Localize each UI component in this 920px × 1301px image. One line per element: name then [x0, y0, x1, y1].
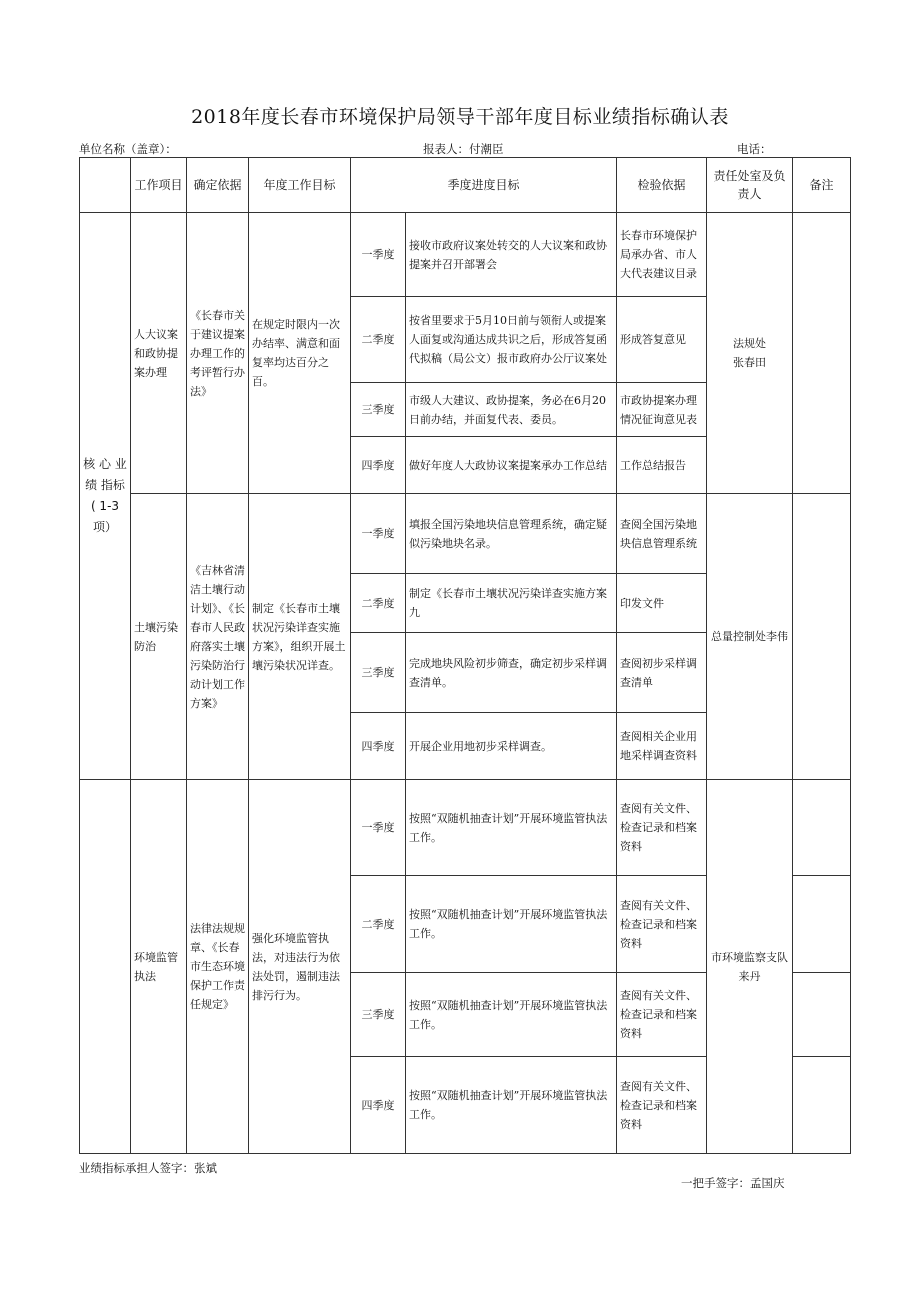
- quarter-goal: 做好年度人大政协议案提案承办工作总结: [406, 437, 617, 494]
- owner: 总量控制处李伟: [707, 494, 793, 780]
- table-row: [80, 780, 851, 876]
- check-basis: 查阅初步采样调查清单: [617, 633, 707, 713]
- target-table: [79, 157, 851, 1154]
- quarter-goal: 市级人大建议、政协提案，务必在6月20日前办结，并面复代表、委员。: [406, 383, 617, 437]
- header-owner: 责任处室及负责人: [707, 158, 793, 213]
- quarter-label: 四季度: [351, 713, 406, 780]
- basis: 《吉林省清洁土壤行动计划》、《长春市人民政府落实土壤污染防治行动计划工作方案》: [187, 494, 249, 780]
- check-basis: 查阅有关文件、检查记录和档案资料: [617, 1057, 707, 1154]
- basis: 法律法规规章、《长春市生态环境保护工作责任规定》: [187, 780, 249, 1154]
- header-remark: 备注: [793, 158, 851, 213]
- category-cell: 核 心 业 绩 指标( 1-3 项）: [80, 213, 131, 780]
- work-item: 土壤污染防治: [131, 494, 187, 780]
- remark: [793, 494, 851, 780]
- table-row: [80, 494, 851, 574]
- remark: [793, 780, 851, 876]
- category-cell-empty: [80, 780, 131, 1154]
- phone-label: 电话：: [737, 142, 772, 156]
- unit-name-label: 单位名称（盖章）：: [79, 142, 177, 156]
- quarter-label: 二季度: [351, 876, 406, 973]
- table-row: [80, 213, 851, 297]
- header-check: 检验依据: [617, 158, 707, 213]
- check-basis: 查阅有关文件、检查记录和档案资料: [617, 876, 707, 973]
- quarter-label: 三季度: [351, 633, 406, 713]
- check-basis: 查阅有关文件、检查记录和档案资料: [617, 780, 707, 876]
- header-basis: 确定依据: [187, 158, 249, 213]
- header-row: [80, 158, 851, 213]
- remark: [793, 1057, 851, 1154]
- work-item: 人大议案和政协提案办理: [131, 213, 187, 494]
- remark: [793, 213, 851, 494]
- quarter-goal: 制定《长春市土壤状况污染详查实施方案九: [406, 574, 617, 633]
- annual-goal: 强化环境监管执法，对违法行为依法处罚，遏制违法排污行为。: [249, 780, 351, 1154]
- quarter-label: 一季度: [351, 780, 406, 876]
- annual-goal: 制定《长春市土壤状况污染详查实施方案》，组织开展土壤污染状况详查。: [249, 494, 351, 780]
- check-basis: 印发文件: [617, 574, 707, 633]
- check-basis: 查阅全国污染地块信息管理系统: [617, 494, 707, 574]
- owner: 法规处 张春田: [707, 213, 793, 494]
- quarter-label: 二季度: [351, 297, 406, 383]
- leader-signature: 一把手签字：孟国庆: [681, 1176, 785, 1190]
- check-basis: 市政协提案办理情况征询意见表: [617, 383, 707, 437]
- quarter-label: 三季度: [351, 383, 406, 437]
- quarter-goal: 按省里要求于5月10日前与领衔人或提案人面复或沟通达成共识之后，形成答复函代拟稿（局公文）报市政府办公厅议案处: [406, 297, 617, 383]
- work-item: 环境监管执法: [131, 780, 187, 1154]
- quarter-label: 三季度: [351, 973, 406, 1057]
- check-basis: 长春市环境保护局承办省、市人大代表建议目录: [617, 213, 707, 297]
- remark: [793, 876, 851, 973]
- quarter-goal: 按照“双随机抽查计划”开展环境监管执法工作。: [406, 780, 617, 876]
- quarter-label: 一季度: [351, 213, 406, 297]
- quarter-goal: 开展企业用地初步采样调查。: [406, 713, 617, 780]
- check-basis: 形成答复意见: [617, 297, 707, 383]
- reporter-label: 报表人：付潮臣: [423, 142, 504, 156]
- check-basis: 查阅相关企业用地采样调查资料: [617, 713, 707, 780]
- quarter-label: 四季度: [351, 437, 406, 494]
- remark: [793, 973, 851, 1057]
- check-basis: 查阅有关文件、检查记录和档案资料: [617, 973, 707, 1057]
- quarter-goal: 按照“双随机抽查计划”开展环境监管执法工作。: [406, 876, 617, 973]
- owner: 市环境监察支队来丹: [707, 780, 793, 1154]
- quarter-goal: 按照“双随机抽查计划”开展环境监管执法工作。: [406, 973, 617, 1057]
- check-basis: 工作总结报告: [617, 437, 707, 494]
- page-title: 2018年度长春市环境保护局领导干部年度目标业绩指标确认表: [191, 106, 729, 128]
- header-annual: 年度工作目标: [249, 158, 351, 213]
- quarter-goal: 填报全国污染地块信息管理系统，确定疑似污染地块名录。: [406, 494, 617, 574]
- header-item: 工作项目: [131, 158, 187, 213]
- annual-goal: 在规定时限内一次办结率、满意和面复率均达百分之百。: [249, 213, 351, 494]
- quarter-label: 一季度: [351, 494, 406, 574]
- signer-label: 业绩指标承担人签字：张斌: [79, 1161, 217, 1175]
- quarter-goal: 完成地块风险初步筛查，确定初步采样调查清单。: [406, 633, 617, 713]
- header-quarter: 季度进度目标: [351, 158, 617, 213]
- quarter-label: 四季度: [351, 1057, 406, 1154]
- quarter-goal: 接收市政府议案处转交的人大议案和政协提案并召开部署会: [406, 213, 617, 297]
- basis: 《长春市关于建议提案办理工作的考评暂行办法》: [187, 213, 249, 494]
- quarter-goal: 按照“双随机抽查计划”开展环境监管执法工作。: [406, 1057, 617, 1154]
- quarter-label: 二季度: [351, 574, 406, 633]
